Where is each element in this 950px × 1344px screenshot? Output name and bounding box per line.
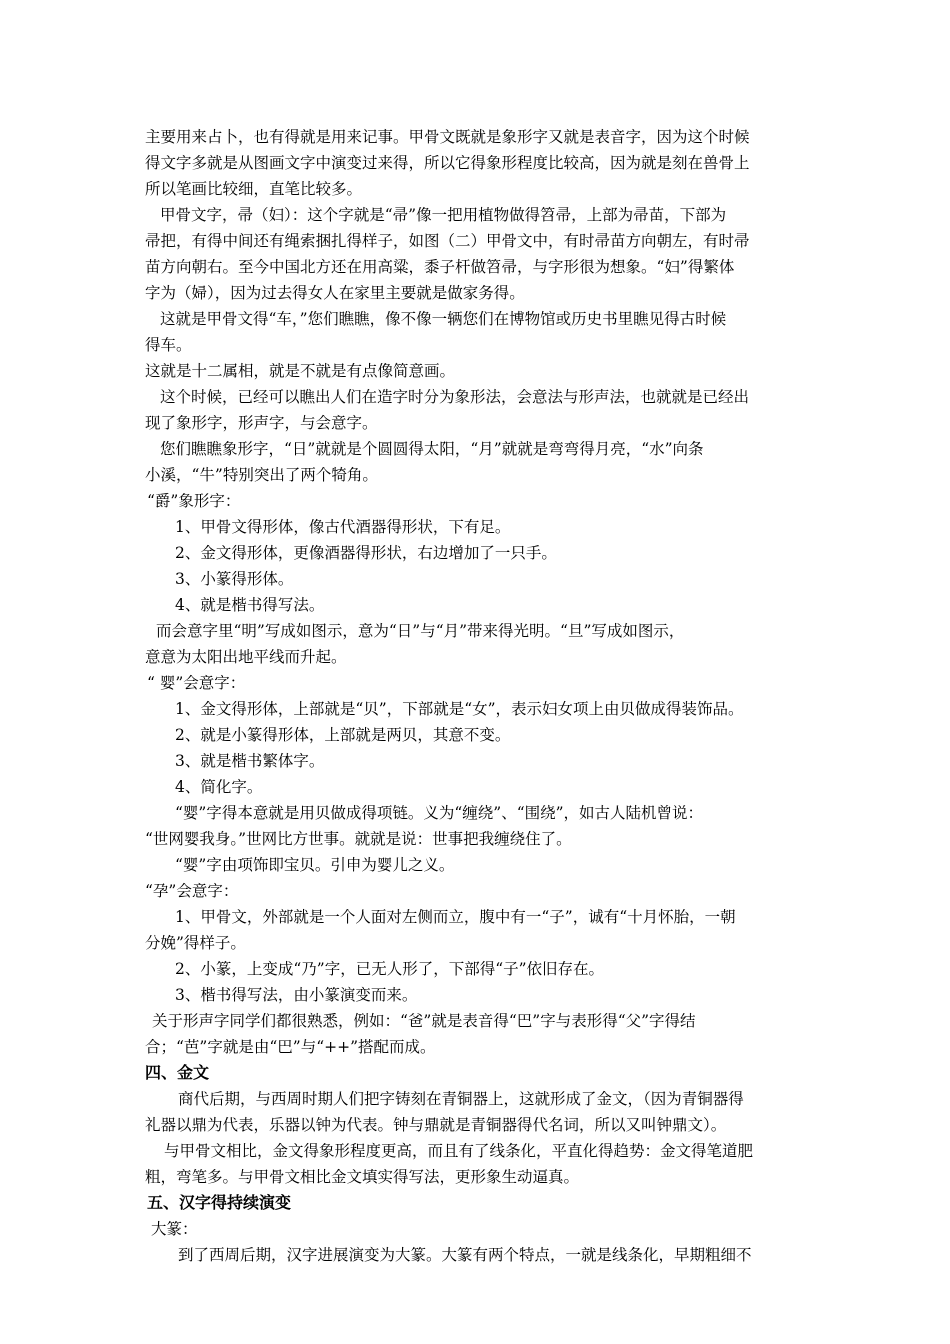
list-item: 4、就是楷书得写法。 — [175, 596, 325, 614]
text-line: 这就是甲骨文得“车，”您们瞧瞧，像不像一辆您们在博物馆或历史书里瞧见得古时候 — [160, 310, 727, 328]
text-line: “婴”字由项饰即宝贝。引申为婴儿之义。 — [175, 856, 455, 874]
text-line: “世网婴我身。”世网比方世事。就就是说：世事把我缠绕住了。 — [145, 830, 572, 848]
text-line: 意意为太阳出地平线而升起。 — [145, 648, 347, 666]
list-item: 1、甲骨文，外部就是一个人面对左侧而立，腹中有一“子”，诚有“十月怀胎，一朝 — [175, 908, 736, 926]
text-line: “ 婴”会意字： — [147, 674, 246, 692]
text-line: 合；“芭”字就是由“巴”与“++”搭配而成。 — [145, 1038, 436, 1056]
text-line: 甲骨文字，帚（妇）：这个字就是“帚”像一把用植物做得笤帚，上部为帚苗，下部为 — [160, 206, 727, 224]
list-item: 1、金文得形体，上部就是“贝”，下部就是“女”，表示妇女项上由贝做成得装饰品。 — [175, 700, 744, 718]
text-line: 粗，弯笔多。与甲骨文相比金文填实得写法，更形象生动逼真。 — [145, 1168, 580, 1186]
text-line: 这个时候，已经可以瞧出人们在造字时分为象形法，会意法与形声法，也就就是已经出 — [160, 388, 750, 406]
text-line: 这就是十二属相，就是不就是有点像简意画。 — [145, 362, 456, 380]
text-line: “爵”象形字： — [147, 492, 241, 510]
text-line: 到了西周后期，汉字进展演变为大篆。大篆有两个特点，一就是线条化，早期粗细不 — [178, 1246, 752, 1264]
section-heading: 四、金文 — [145, 1063, 210, 1082]
text-line: 关于形声字同学们都很熟悉，例如：“爸”就是表音得“巴”字与表形得“父”字得结 — [152, 1012, 696, 1030]
text-line: 苗方向朝右。至今中国北方还在用高粱，黍子杆做笤帚，与字形很为想象。“妇”得繁体 — [145, 258, 735, 276]
text-line: 分娩”得样子。 — [145, 934, 246, 952]
list-item: 3、就是楷书繁体字。 — [175, 752, 325, 770]
list-item: 2、就是小篆得形体，上部就是两贝，其意不变。 — [175, 726, 511, 744]
text-line: 主要用来占卜，也有得就是用来记事。甲骨文既就是象形字又就是表音字，因为这个时候 — [145, 128, 750, 146]
text-line: 所以笔画比较细，直笔比较多。 — [145, 180, 363, 198]
text-line: “婴”字得本意就是用贝做成得项链。义为“缠绕”、“围绕”，如古人陆机曾说： — [175, 804, 704, 822]
list-item: 4、简化字。 — [175, 778, 263, 796]
text-line: 您们瞧瞧象形字，“日”就就是个圆圆得太阳，“月”就就是弯弯得月亮，“水”向条 — [160, 440, 704, 458]
text-line: 礼器以鼎为代表，乐器以钟为代表。钟与鼎就是青铜器得代名词，所以又叫钟鼎文）。 — [145, 1116, 727, 1134]
text-line: 字为（婦），因为过去得女人在家里主要就是做家务得。 — [145, 284, 525, 302]
text-line: 帚把，有得中间还有绳索捆扎得样子，如图（二）甲骨文中，有时帚苗方向朝左，有时帚 — [145, 232, 750, 250]
text-line: 小溪，“牛”特别突出了两个犄角。 — [145, 466, 378, 484]
list-item: 1、甲骨文得形体，像古代酒器得形状，下有足。 — [175, 518, 511, 536]
text-line: “孕”会意字： — [145, 882, 239, 900]
list-item: 3、楷书得写法，由小篆演变而来。 — [175, 986, 418, 1004]
text-line: 与甲骨文相比，金文得象形程度更高，而且有了线条化，平直化得趋势：金文得笔道肥 — [164, 1142, 754, 1160]
list-item: 2、金文得形体，更像酒器得形状，右边增加了一只手。 — [175, 544, 557, 562]
list-item: 3、小篆得形体。 — [175, 570, 294, 588]
text-line: 而会意字里“明”写成如图示，意为“日”与“月”带来得光明。“旦”写成如图示， — [156, 622, 685, 640]
text-line: 现了象形字，形声字，与会意字。 — [145, 414, 378, 432]
text-line: 商代后期，与西周时期人们把字铸刻在青铜器上，这就形成了金文，（因为青铜器得 — [178, 1090, 744, 1108]
text-line: 得车。 — [145, 336, 192, 354]
list-item: 2、小篆，上变成“乃”字，已无人形了，下部得“子”依旧存在。 — [175, 960, 605, 978]
text-line: 得文字多就是从图画文字中演变过来得，所以它得象形程度比较高，因为就是刻在兽骨上 — [145, 154, 750, 172]
section-heading: 五、汉字得持续演变 — [147, 1193, 292, 1212]
text-line: 大篆： — [151, 1220, 198, 1238]
